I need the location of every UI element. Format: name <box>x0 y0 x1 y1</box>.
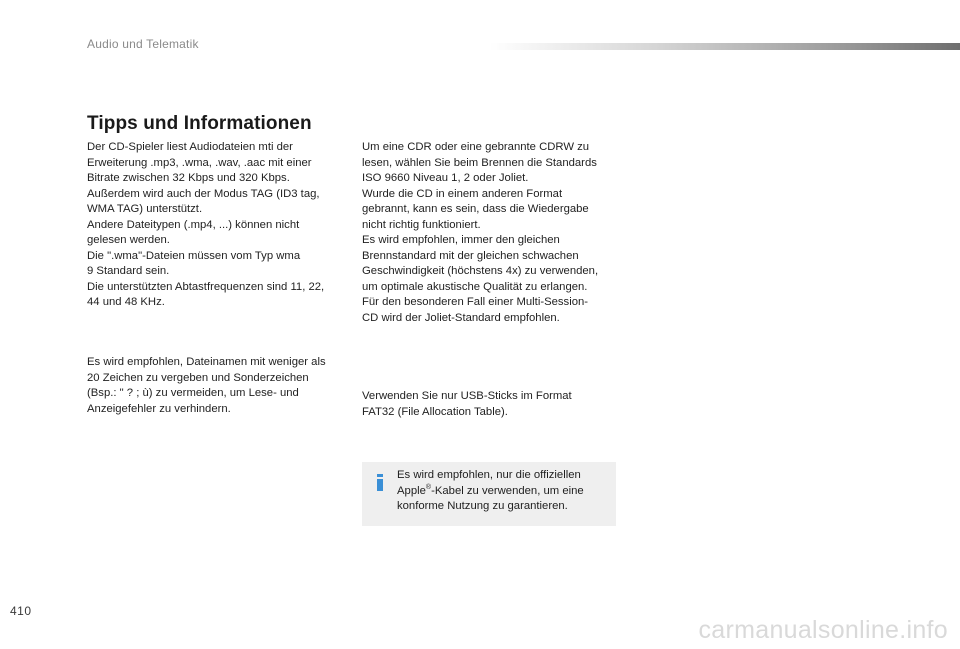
left-paragraph-2: Es wird empfohlen, Dateinamen mit weniger als 20 Zeichen zu vergeben und Sonderzeichen (Bsp.: " ? ; ù) zu vermeiden, um Lese- und Anzeigefehler zu verhindern. <box>87 356 326 415</box>
section-title: Tipps und Informationen <box>87 113 312 134</box>
right-paragraph-2: Verwenden Sie nur USB-Sticks im Format FAT32 (File Allocation Table). <box>362 390 572 418</box>
page-number: 410 <box>10 604 32 618</box>
info-text-part-1: Es wird empfohlen, nur die offiziellen Apple <box>397 469 581 497</box>
info-text <box>397 468 607 515</box>
header-title: Audio und Telematik <box>87 37 199 51</box>
watermark: carmanualsonline.info <box>698 616 948 644</box>
info-icon <box>377 474 383 491</box>
registered-mark: ® <box>425 483 432 491</box>
info-box <box>362 462 616 526</box>
header-gradient-bar <box>490 43 960 50</box>
right-paragraph-1: Um eine CDR oder eine gebrannte CDRW zu lesen, wählen Sie beim Brennen die Standards ISO 9660 Niveau 1, 2 oder Joliet. Wurde die CD in einem anderen Format gebrannt, kann es sein, dass die Wiedergabe nicht richtig funktioniert. Es wird empfohlen, immer den gleichen Brennstandard mit der gleichen schwachen Geschwindigkeit (höchstens 4x) zu verwenden, um optimale akustische Qualität zu erlangen. Für den besonderen Fall einer Multi-Session- CD wird der Joliet-Standard empfohlen. <box>362 141 599 324</box>
left-paragraph-1: Der CD-Spieler liest Audiodateien mti der Erweiterung .mp3, .wma, .wav, .aac mit einer Bitrate zwischen 32 Kbps und 320 Kbps. Außerdem wird auch der Modus TAG (ID3 tag, WMA TAG) unterstützt. Andere Dateitypen (.mp4, ...) können nicht gelesen werden. Die ".wma"-Dateien müssen vom Typ wma 9 Standard sein. Die unterstützten Abtastfrequenzen sind 11, 22, 44 und 48 KHz. <box>87 141 325 308</box>
info-text-part-2: -Kabel zu verwenden, um eine konforme Nutzung zu garantieren. <box>397 484 584 512</box>
